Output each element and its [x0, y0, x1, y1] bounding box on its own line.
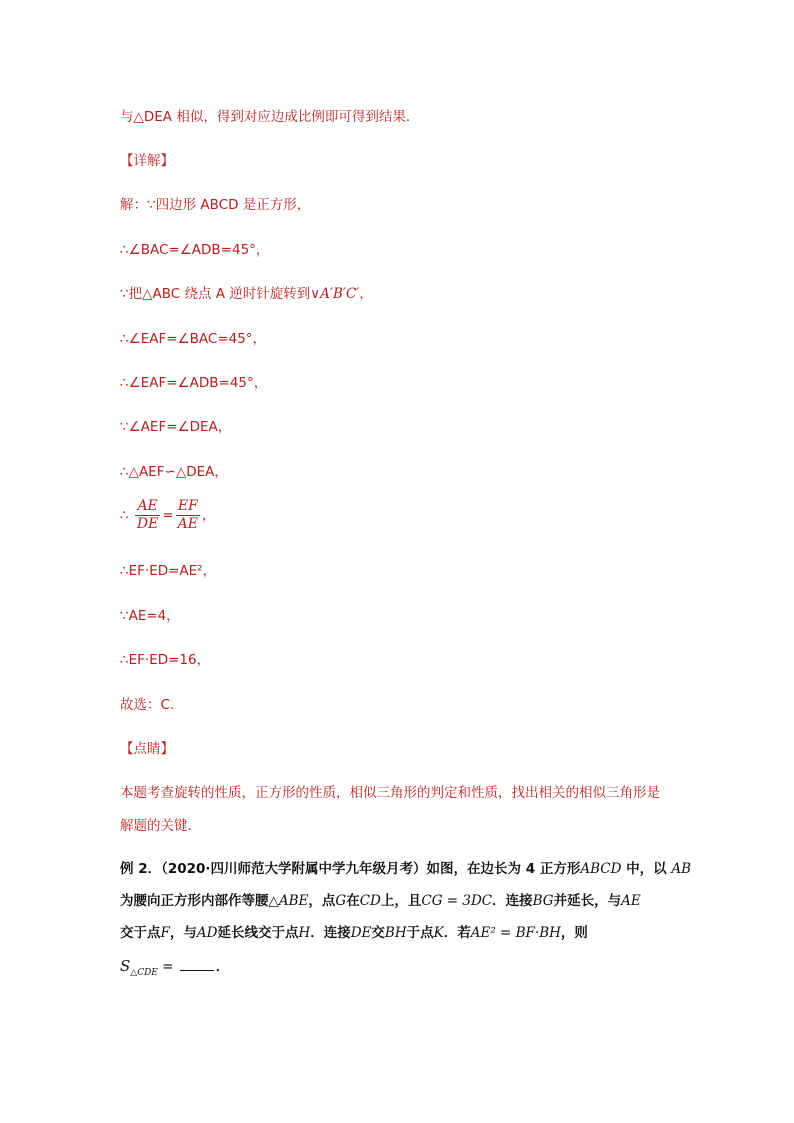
- math-ab: AB: [671, 861, 691, 877]
- example-text: ．连接: [492, 893, 533, 909]
- solution-line-3: [120, 282, 373, 302]
- solution-line-8-suffix: ，: [202, 507, 216, 524]
- comment-line-1: 本题考查旋转的性质，正方形的性质，相似三角形的判定和性质，找出相关的相似三角形是: [120, 785, 660, 801]
- example-text: ．连接: [310, 925, 351, 941]
- solution-line-3-prefix: ∵把△ABC 绕点 A 逆时针旋转到: [120, 286, 311, 302]
- solution-line-3-math: ∨A′B′C′: [310, 286, 360, 302]
- math-ad: AD: [196, 925, 218, 941]
- fraction-denominator: AE: [177, 516, 198, 532]
- math-cg-eq: CG = 3DC: [421, 893, 493, 909]
- math-g: G: [335, 893, 347, 909]
- example-text: ．若: [443, 925, 471, 941]
- solution-line-8: [120, 498, 216, 533]
- fraction-ef-over-ae: [176, 498, 200, 533]
- math-bh: BH: [384, 925, 407, 941]
- example-text: 上，且: [380, 893, 422, 909]
- example-text: 并延长，与: [553, 893, 622, 909]
- example-text: 交: [371, 925, 385, 941]
- example-text: ，点: [308, 893, 336, 909]
- math-ae: AE: [621, 893, 641, 909]
- detail-heading: 【详解】: [120, 153, 174, 169]
- math-abe: △ABE: [268, 893, 309, 909]
- fraction-numerator: EF: [176, 498, 200, 516]
- example-label: 例 2．（2020·四川师范大学附属中学九年级月考）如图，在边长为 4 正方形: [120, 861, 581, 877]
- example-text: ．: [215, 959, 230, 975]
- fraction-denominator: DE: [136, 516, 159, 532]
- math-abcd: ABCD: [580, 861, 622, 877]
- solution-line-8-prefix: ∴: [120, 507, 129, 524]
- example-line-3: [120, 921, 588, 941]
- solution-line-6: ∵∠AEF=∠DEA，: [120, 419, 232, 435]
- example-text: ，则: [560, 925, 588, 941]
- fraction-numerator: AE: [135, 498, 160, 516]
- comment-heading: 【点睛】: [120, 741, 174, 757]
- math-ae-sq-eq: AE² = BF·BH: [470, 925, 561, 941]
- example-line-1: [120, 857, 691, 877]
- example-text: 于点: [406, 925, 434, 941]
- intro-line: 与△DEA 相似，得到对应边成比例即可得到结果．: [120, 109, 420, 125]
- example-text: ，与: [169, 925, 197, 941]
- example-line-2: [120, 889, 641, 909]
- solution-line-12: 故选：C.: [120, 697, 175, 713]
- comment-line-2: 解题的关键．: [120, 818, 201, 834]
- math-de: DE: [350, 925, 372, 941]
- solution-line-10: ∵AE=4，: [120, 608, 180, 624]
- example-text: 在: [346, 893, 360, 909]
- example-text: 交于点: [120, 925, 161, 941]
- solution-line-11: ∴EF·ED=16，: [120, 652, 211, 668]
- fraction-ae-over-de: [135, 498, 160, 533]
- solution-line-5: ∴∠EAF=∠ADB=45°，: [120, 375, 268, 391]
- solution-line-9: ∴EF·ED=AE²，: [120, 563, 217, 579]
- example-text: 延长线交于点: [217, 925, 299, 941]
- math-cd: CD: [359, 893, 381, 909]
- solution-line-7: ∴△AEF∽△DEA，: [120, 464, 228, 480]
- math-equals: =: [157, 959, 178, 975]
- solution-line-3-suffix: ，: [359, 286, 373, 302]
- math-f: F: [160, 925, 170, 941]
- solution-line-4: ∴∠EAF=∠BAC=45°，: [120, 331, 267, 347]
- math-s: S: [120, 957, 131, 975]
- math-h: H: [298, 925, 311, 941]
- solution-line-2: ∴∠BAC=∠ADB=45°，: [120, 242, 270, 258]
- solution-line-1: 解：∵四边形 ABCD 是正方形，: [120, 197, 311, 213]
- math-bg: BG: [532, 893, 554, 909]
- example-text: 中，以: [621, 861, 672, 877]
- equals-sign: =: [162, 507, 174, 524]
- math-subscript: △CDE: [130, 968, 158, 978]
- example-text: 为腰向正方形内部作等腰: [120, 893, 269, 909]
- math-k: K: [433, 925, 444, 941]
- example-line-4: [120, 955, 229, 978]
- answer-blank[interactable]: [180, 958, 214, 971]
